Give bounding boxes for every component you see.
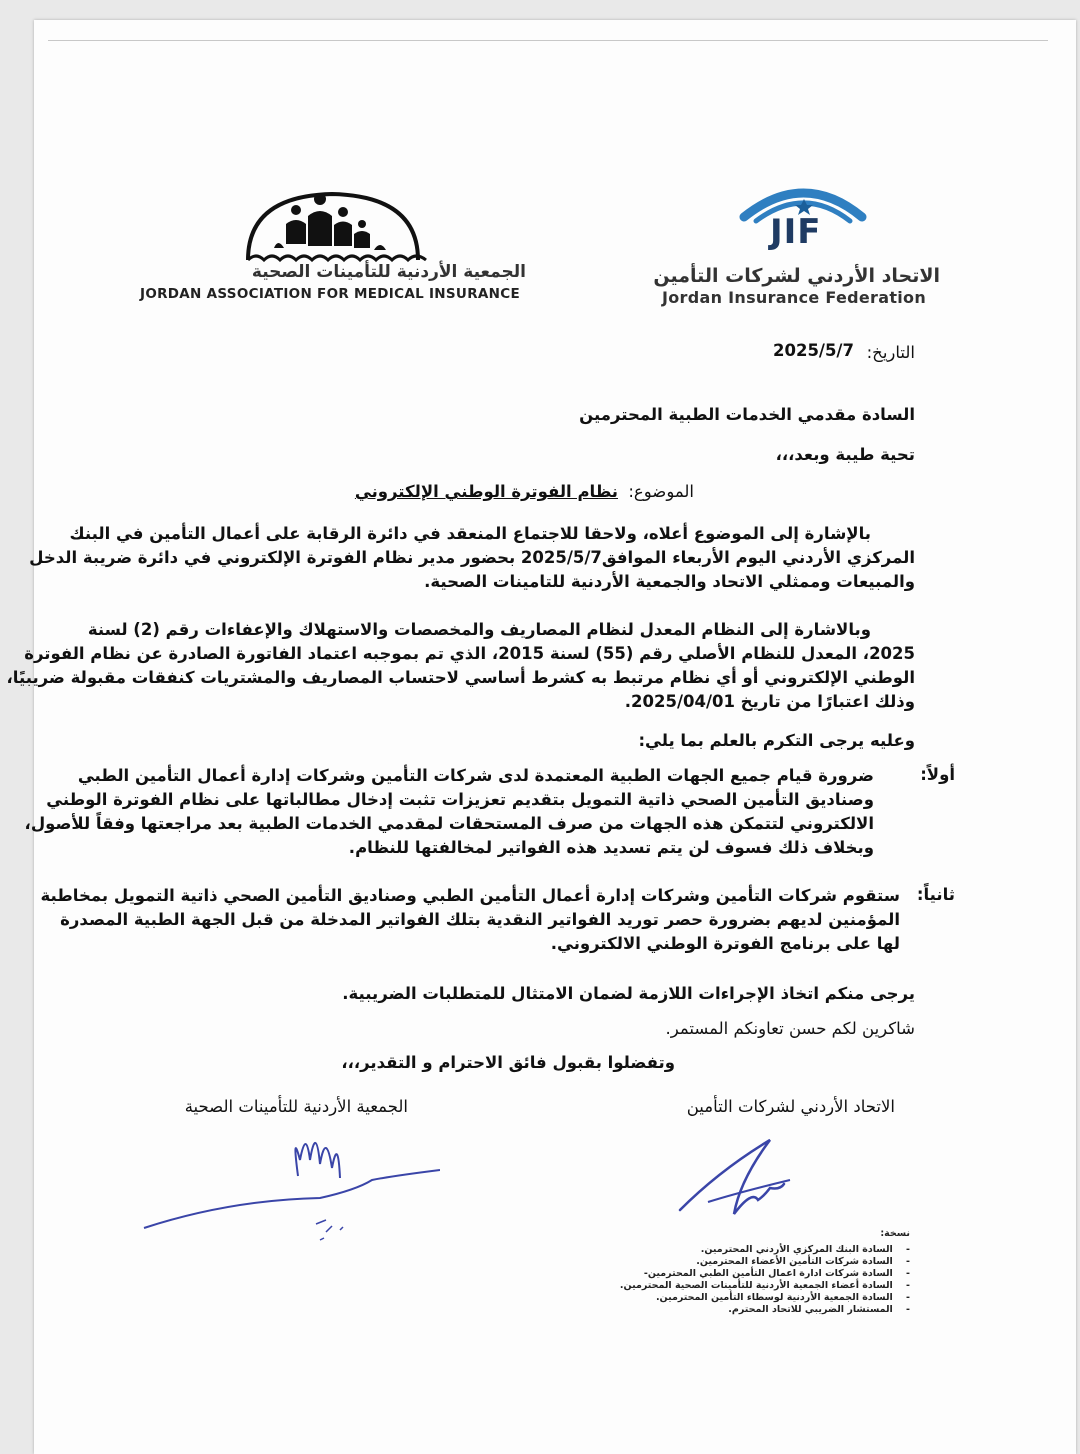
second-item: [40, 884, 900, 956]
subject-label: الموضوع:: [628, 482, 694, 501]
signatory-right: الاتحاد الأردني لشركات التأمين: [686, 1097, 895, 1116]
copy-item: - المستشار الضريبي للاتحاد المحترم.: [728, 1304, 910, 1315]
top-rule: [48, 40, 1048, 41]
second-item-line: ستقوم شركات التأمين وشركات إدارة أعمال التأمين الطبي وصناديق التأمين الصحي ذاتية التمويل بمخاطبة: [40, 886, 900, 905]
right-signature: [660, 1130, 820, 1230]
left-org-name-ar: الجمعية الأردنية للتأمينات الصحية: [251, 262, 526, 282]
addressee: السادة مقدمي الخدمات الطبية المحترمين: [579, 405, 915, 424]
paragraph-1: [29, 522, 915, 594]
paragraph-2: [6, 618, 915, 714]
copy-item: - السادة شركات التأمين الأعضاء المحترمين.: [696, 1256, 910, 1267]
first-item-line: ضرورة قيام جميع الجهات الطبية المعتمدة لدى شركات التأمين وشركات إدارة أعمال التأمين الطبي: [77, 766, 874, 785]
paragraph-2-line: وذلك اعتبارًا من تاريخ 2025/04/01.: [624, 692, 915, 711]
copies-label: نسخة:: [880, 1228, 910, 1239]
left-org-name-en: JORDAN ASSOCIATION FOR MEDICAL INSURANCE: [140, 286, 520, 302]
thanks-line: شاكرين لكم حسن تعاونكم المستمر.: [665, 1019, 915, 1038]
paragraph-2-line: 2025، المعدل للنظام الأصلي رقم (55) لسنة 2015، الذي تم بموجبه اعتماد الفاتورة الصادرة عن نظام الفوترة: [24, 644, 915, 663]
left-signature: [140, 1120, 440, 1250]
first-item-line: وصناديق التأمين الصحي ذاتية التمويل بتقديم تعزيزات تثبت إدخال مطالباتها على نظام الفوترة الوطني: [46, 790, 874, 809]
second-item-line: المؤمنين لديهم بضرورة حصر توريد الفواتير النقدية بتلك الفواتير المدخلة من قبل الجهة الطبية المصدرة: [60, 910, 900, 929]
list-intro: وعليه يرجى التكرم بالعلم بما يلي:: [638, 731, 915, 750]
second-item-line: لها على برنامج الفوترة الوطني الالكتروني.: [550, 934, 900, 953]
paragraph-2-line: وبالاشارة إلى النظام المعدل لنظام المصاريف والمخصصات والاستهلاك والإعفاءات رقم (2) لسنة: [87, 620, 871, 639]
copy-item: - السادة أعضاء الجمعية الأردنية للتأمينات الصحية المحترمين.: [619, 1280, 910, 1291]
paragraph-1-line: المركزي الأردني اليوم الأربعاء الموافق2025/5/7 بحضور مدير نظام الفوترة الإلكتروني في دائرة ضريبة الدخل: [29, 548, 915, 567]
closing-line: وتفضلوا بقبول فائق الاحترام و التقدير،،،: [341, 1053, 675, 1072]
copies-list: [620, 1244, 910, 1316]
request-line: يرجى منكم اتخاذ الإجراءات اللازمة لضمان الامتثال للمتطلبات الضريبية.: [342, 984, 915, 1003]
date-value: 2025/5/7: [773, 341, 854, 360]
paragraph-2-line: الوطني الإلكتروني أو أي نظام مرتبط به كشرط أساسي لاحتساب المصاريف والمشتريات كنفقات مقبولة ضريبيًا،: [6, 668, 915, 687]
right-org-name-ar: الاتحاد الأردني لشركات التأمين: [653, 265, 940, 287]
first-label: أولاً:: [920, 765, 955, 784]
first-item: [24, 764, 874, 860]
copy-item: - السادة البنك المركزي الأردني المحترمين.: [700, 1244, 910, 1255]
first-item-line: الالكتروني لتتمكن هذه الجهات من صرف المستحقات لمقدمي الخدمات الطبية بعد مراجعتها وفقاً للأصول،: [24, 814, 874, 833]
copy-item: - السادة الجمعية الأردنية لوسطاء التأمين المحترمين.: [655, 1292, 910, 1303]
second-label: ثانياً:: [916, 885, 955, 904]
right-org-name-en: Jordan Insurance Federation: [662, 288, 927, 307]
first-item-line: وبخلاف ذلك فسوف لن يتم تسديد هذه الفواتير لمخالفتها للنظام.: [348, 838, 874, 857]
jif-logo-text: JIF: [770, 212, 822, 252]
signatory-left: الجمعية الأردنية للتأمينات الصحية: [184, 1097, 408, 1116]
paragraph-1-line: بالإشارة إلى الموضوع أعلاه، ولاحقا للاجتماع المنعقد في دائرة الرقابة على أعمال التأمين في البنك: [69, 524, 871, 543]
paragraph-1-line: والمبيعات وممثلي الاتحاد والجمعية الأردنية للتامينات الصحية.: [424, 572, 915, 591]
greeting: تحية طيبة وبعد،،،: [775, 445, 915, 464]
copy-item: - السادة شركات ادارة اعمال التأمين الطبي المحترمين-: [643, 1268, 910, 1279]
subject-value: نظام الفوترة الوطني الإلكتروني: [354, 482, 618, 501]
date-label: التاريخ:: [866, 343, 915, 362]
